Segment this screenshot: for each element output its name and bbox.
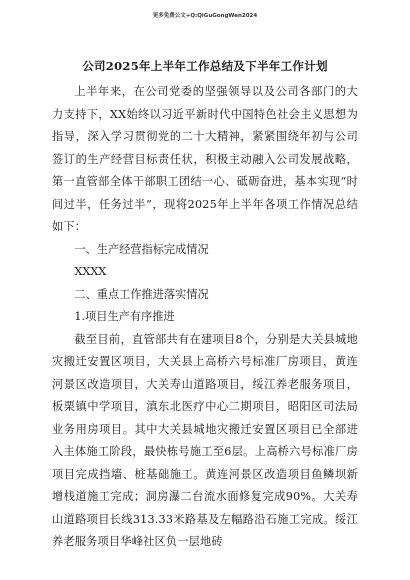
projects-paragraph: 截至目前，直管部共有在建项目8个，分别是大关县城地灾搬迁安置区项目，大关县上高桥六号标准厂房项目，黄连河景区改造项目，大关寿山道路项目，绥江养老服务项目，板栗镇中学项目，滇东北医疗中心二期项目，昭阳区司法局业务用房项目。其中大关县城地灾搬迁安置区项目已全部进入主体施工阶段，最快栋号施工至6层。上高桥六号标准厂房项目完成挡墙、桩基础施工。黄连河景区改造项目鱼鳞坝新增栈道施工完成；洞房瀑二台流水面修复完成90%。大关寿山道路项目长线313.33米路基及左幅路沿石施工完成。绥江养老服务项目华峰社区负一层地砖: [52, 332, 358, 548]
subsection-heading-projects: 1.项目生产有序推进: [74, 310, 175, 323]
document-title: 公司2025年上半年工作总结及下半年工作计划: [82, 59, 328, 73]
section-heading-production: 一、生产经营指标完成情况: [74, 242, 209, 256]
header-note: 更多免费公文+Q:QiGuGongWen2024: [152, 13, 258, 19]
section-heading-key-work: 二、重点工作推进落实情况: [74, 287, 209, 301]
section-placeholder-text: XXXX: [74, 265, 107, 278]
intro-paragraph: 上半年来，在公司党委的坚强领导以及公司各部门的大力支持下，XX始终以习近平新时代中国特色社会主义思想为指导，深入学习贯彻党的二十大精神，紧紧围绕年初与公司签订的生产经营目标责任状，积极主动融入公司发展战略，第一直管部全体干部职工团结一心、砥砺奋进，基本实现“时间过半，任务过半”，现将2025年上半年各项工作情况总结如下：: [52, 85, 358, 233]
